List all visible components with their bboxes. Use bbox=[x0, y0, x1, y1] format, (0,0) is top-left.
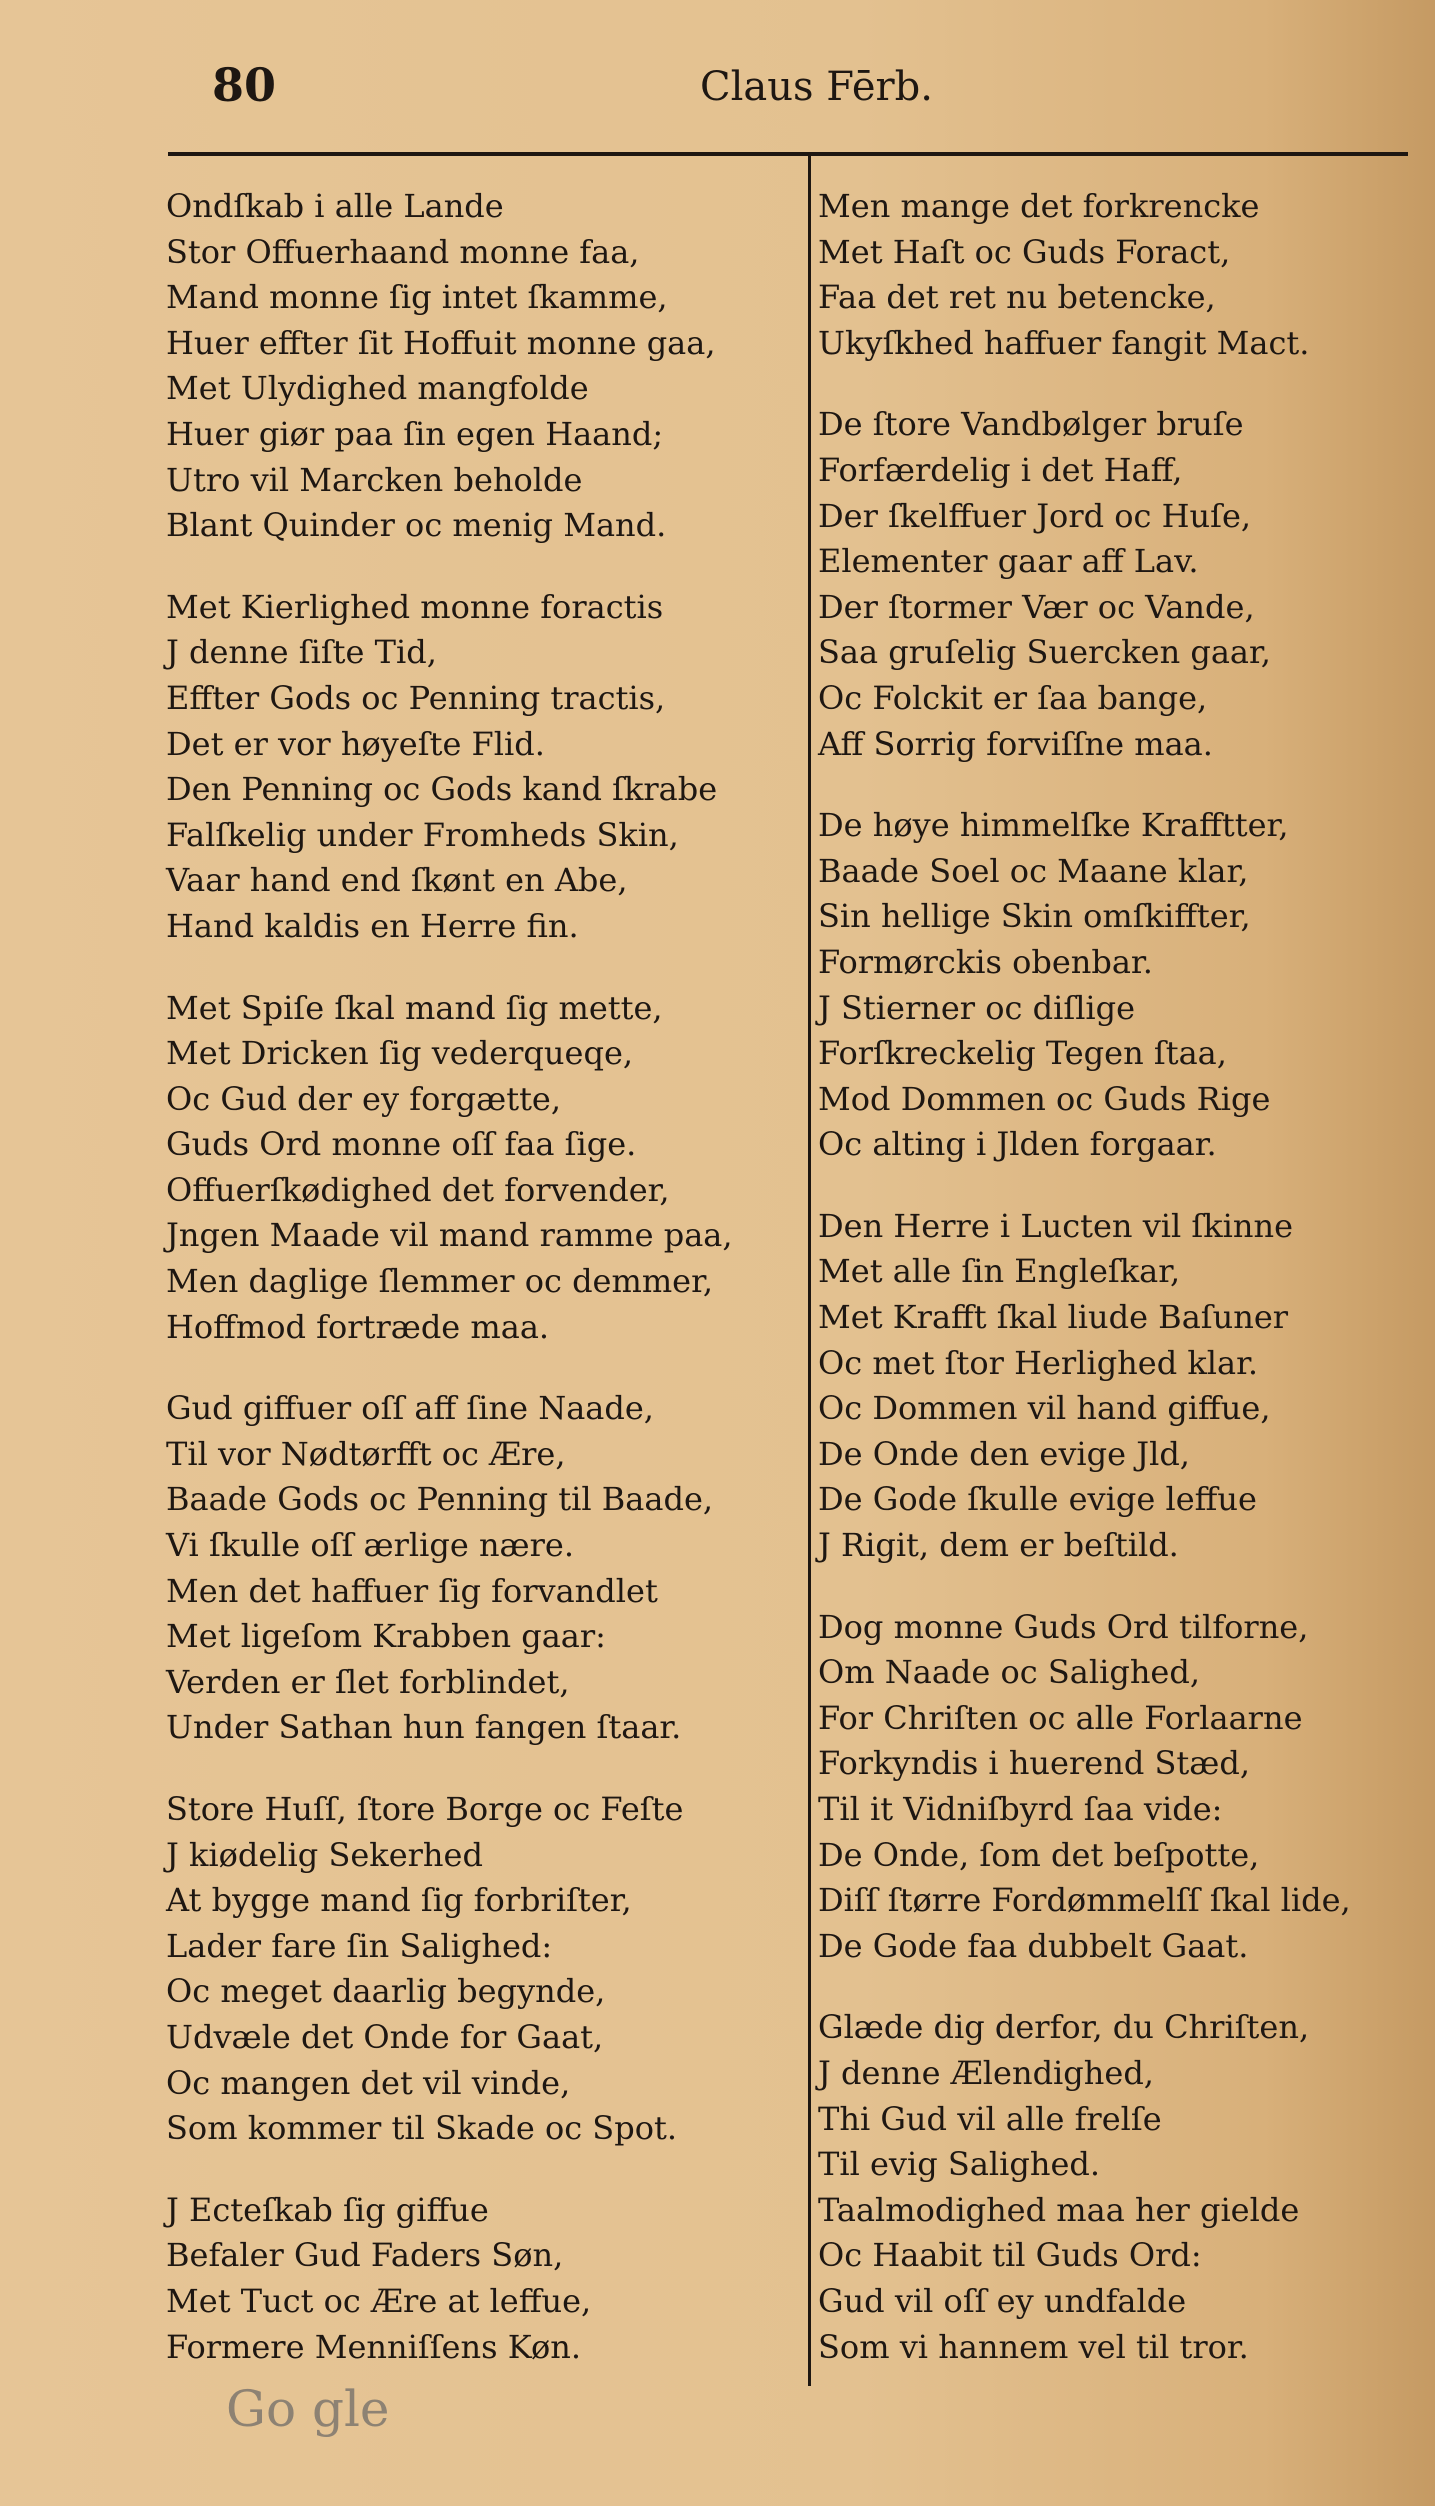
verse-line: Baade Soel oc Maane klar, bbox=[818, 851, 1249, 890]
verse-line: Forkyndis i huerend Stæd, bbox=[818, 1744, 1250, 1783]
verse-line: Dog monne Guds Ord tilforne, bbox=[818, 1607, 1309, 1646]
verse-line: Met Ulydighed mangfolde bbox=[166, 369, 589, 408]
verse-line: Guds Ord monne oſſ faa ſige. bbox=[166, 1125, 637, 1164]
verse-line: Gud giffuer oſſ aff ſine Naade, bbox=[166, 1389, 654, 1428]
verse-line: For Chriſten oc alle Forlaarne bbox=[818, 1698, 1303, 1737]
verse-line: Stor Offuerhaand monne faa, bbox=[166, 232, 640, 271]
page-header bbox=[0, 58, 1435, 118]
verse-line: Hoffmod fortræde maa. bbox=[166, 1307, 550, 1346]
verse-line: Forſkreckelig Tegen ſtaa, bbox=[818, 1034, 1227, 1073]
verse-line: De Onde, ſom det beſpotte, bbox=[818, 1835, 1260, 1874]
verse-line: Formørckis obenbar. bbox=[818, 942, 1153, 981]
verse-line: Effter Gods oc Penning tractis, bbox=[166, 678, 666, 717]
verse-line: Store Huſſ, ſtore Borge oc Feſte bbox=[166, 1790, 684, 1828]
verse-line: J kiødelig Sekerhed bbox=[166, 1835, 483, 1874]
google-watermark: Go gle bbox=[226, 2380, 390, 2438]
verse-line: Taalmodighed maa her gielde bbox=[818, 2190, 1300, 2229]
verse-line: Under Sathan hun fangen ſtaar. bbox=[166, 1708, 682, 1747]
verse-line: Mand monne ſig intet ſkamme, bbox=[166, 278, 668, 317]
verse-line: Huer effter ſit Hoffuit monne gaa, bbox=[166, 323, 716, 362]
verse-line: Met Dricken ſig vederqueqe, bbox=[166, 1034, 634, 1073]
verse-line: Det er vor høyeſte Flid. bbox=[166, 724, 545, 763]
stanza bbox=[818, 1204, 1408, 1569]
stanza bbox=[166, 585, 796, 950]
verse-line: Glæde dig derfor, du Chriſten, bbox=[818, 2008, 1310, 2047]
verse-line: Men mange det forkrencke bbox=[818, 187, 1260, 225]
stanza bbox=[818, 1605, 1408, 1970]
verse-line: Oc Haabit til Guds Ord: bbox=[818, 2236, 1202, 2275]
verse-line: Oc mangen det vil vinde, bbox=[166, 2063, 571, 2102]
verse-line: Oc Gud der ey forgætte, bbox=[166, 1079, 562, 1118]
verse-line: Huer giør paa ſin egen Haand; bbox=[166, 414, 664, 453]
verse-line: De Gode ſkulle evige leffue bbox=[818, 1480, 1257, 1519]
verse-line: Til it Vidniſbyrd ſaa vide: bbox=[818, 1790, 1223, 1828]
verse-line: Sin hellige Skin omſkiffter, bbox=[818, 897, 1251, 936]
verse-line: Den Penning oc Gods kand ſkrabe bbox=[166, 770, 718, 809]
running-head: Claus Fērb. bbox=[700, 64, 933, 110]
verse-line: De høye himmelſke Krafftter, bbox=[818, 806, 1289, 845]
stanza bbox=[166, 1386, 796, 1751]
verse-line: J denne ſiſte Tid, bbox=[166, 633, 437, 672]
verse-line: Befaler Gud Faders Søn, bbox=[166, 2236, 564, 2275]
verse-line: Offuerſkødighed det forvender, bbox=[166, 1170, 670, 1209]
verse-line: Baade Gods oc Penning til Baade, bbox=[166, 1480, 714, 1519]
stanza bbox=[818, 184, 1408, 366]
stanza bbox=[818, 402, 1408, 767]
verse-line: Vi ſkulle oſſ ærlige nære. bbox=[166, 1526, 575, 1565]
verse-line: Met alle ſin Engleſkar, bbox=[818, 1252, 1181, 1291]
verse-line: J denne Ælendighed, bbox=[818, 2053, 1154, 2092]
verse-line: Til evig Salighed. bbox=[818, 2145, 1101, 2184]
verse-line: Hand kaldis en Herre fin. bbox=[166, 906, 579, 945]
stanza bbox=[166, 986, 796, 1351]
stanza bbox=[818, 2005, 1408, 2370]
stanza bbox=[166, 2188, 796, 2370]
verse-line: Formere Menniſſens Køn. bbox=[166, 2327, 582, 2366]
verse-line: Der ſtormer Vær oc Vande, bbox=[818, 587, 1255, 626]
verse-line: Gud vil oſſ ey undfalde bbox=[818, 2281, 1187, 2320]
stanza bbox=[166, 184, 796, 549]
verse-line: Utro vil Marcken beholde bbox=[166, 460, 583, 499]
verse-line: Faa det ret nu betencke, bbox=[818, 278, 1216, 317]
verse-line: Aff Sorrig forviſſne maa. bbox=[818, 724, 1213, 763]
page-number: 80 bbox=[212, 58, 277, 112]
verse-line: Blant Quinder oc menig Mand. bbox=[166, 506, 667, 545]
verse-line: Jngen Maade vil mand ramme paa, bbox=[166, 1216, 733, 1255]
verse-line: Met Haſt oc Guds Foract, bbox=[818, 232, 1231, 271]
verse-line: Falſkelig under Fromheds Skin, bbox=[166, 815, 679, 854]
verse-line: Oc meget daarlig begynde, bbox=[166, 1972, 606, 2011]
verse-line: Oc Folckit er ſaa bange, bbox=[818, 678, 1208, 717]
verse-line: At bygge mand ſig forbriſter, bbox=[166, 1881, 632, 1920]
verse-line: Oc met ſtor Herlighed klar. bbox=[818, 1343, 1259, 1382]
verse-line: Diſſ ſtørre Fordømmelſſ ſkal lide, bbox=[818, 1881, 1351, 1920]
verse-line: Verden er ſlet forblindet, bbox=[166, 1662, 570, 1701]
verse-line: De ſtore Vandbølger bruſe bbox=[818, 405, 1244, 444]
verse-line: J Ecteſkab ſig giffue bbox=[166, 2190, 489, 2229]
verse-line: J Stierner oc diſlige bbox=[818, 988, 1136, 1027]
verse-line: Men det haffuer ſig forvandlet bbox=[166, 1571, 658, 1610]
verse-line: Ondſkab i alle Lande bbox=[166, 187, 504, 225]
verse-line: Forfærdelig i det Haff, bbox=[818, 450, 1183, 489]
verse-line: Met ligeſom Krabben gaar: bbox=[166, 1617, 606, 1656]
left-column bbox=[166, 184, 796, 2406]
verse-line: Udvæle det Onde for Gaat, bbox=[166, 2017, 604, 2056]
verse-line: Om Naade oc Salighed, bbox=[818, 1653, 1201, 1692]
verse-line: Met Spiſe ſkal mand ſig mette, bbox=[166, 988, 663, 1027]
verse-line: Mod Dommen oc Guds Rige bbox=[818, 1079, 1271, 1118]
stanza bbox=[818, 803, 1408, 1168]
column-divider bbox=[808, 156, 811, 2386]
verse-line: Met Tuct oc Ære at leffue, bbox=[166, 2281, 592, 2320]
verse-line: De Gode faa dubbelt Gaat. bbox=[818, 1926, 1249, 1965]
verse-line: Met Krafft ſkal liude Baſuner bbox=[818, 1298, 1289, 1337]
verse-line: Vaar hand end ſkønt en Abe, bbox=[166, 861, 628, 900]
verse-line: Lader fare ſin Salighed: bbox=[166, 1926, 553, 1965]
verse-line: Thi Gud vil alle frelſe bbox=[818, 2099, 1162, 2138]
verse-line: Som vi hannem vel til tror. bbox=[818, 2327, 1249, 2366]
verse-line: Ukyſkhed haffuer fangit Mact. bbox=[818, 323, 1310, 362]
verse-line: Oc alting i Jlden forgaar. bbox=[818, 1125, 1217, 1164]
verse-line: Der ſkelffuer Jord oc Huſe, bbox=[818, 496, 1252, 535]
verse-line: Elementer gaar aff Lav. bbox=[818, 542, 1199, 581]
header-rule bbox=[168, 152, 1408, 156]
right-column bbox=[818, 184, 1408, 2406]
stanza bbox=[166, 1787, 796, 2152]
verse-line: Den Herre i Lucten vil ſkinne bbox=[818, 1206, 1294, 1245]
verse-line: Til vor Nødtørfft oc Ære, bbox=[166, 1434, 566, 1473]
verse-line: Met Kierlighed monne foractis bbox=[166, 587, 664, 626]
verse-line: Oc Dommen vil hand giffue, bbox=[818, 1389, 1271, 1428]
verse-line: Saa gruſelig Suercken gaar, bbox=[818, 633, 1271, 672]
verse-line: De Onde den evige Jld, bbox=[818, 1434, 1190, 1473]
verse-line: Men daglige ſlemmer oc demmer, bbox=[166, 1262, 714, 1301]
verse-line: J Rigit, dem er beſtild. bbox=[818, 1526, 1179, 1565]
verse-line: Som kommer til Skade oc Spot. bbox=[166, 2109, 677, 2148]
